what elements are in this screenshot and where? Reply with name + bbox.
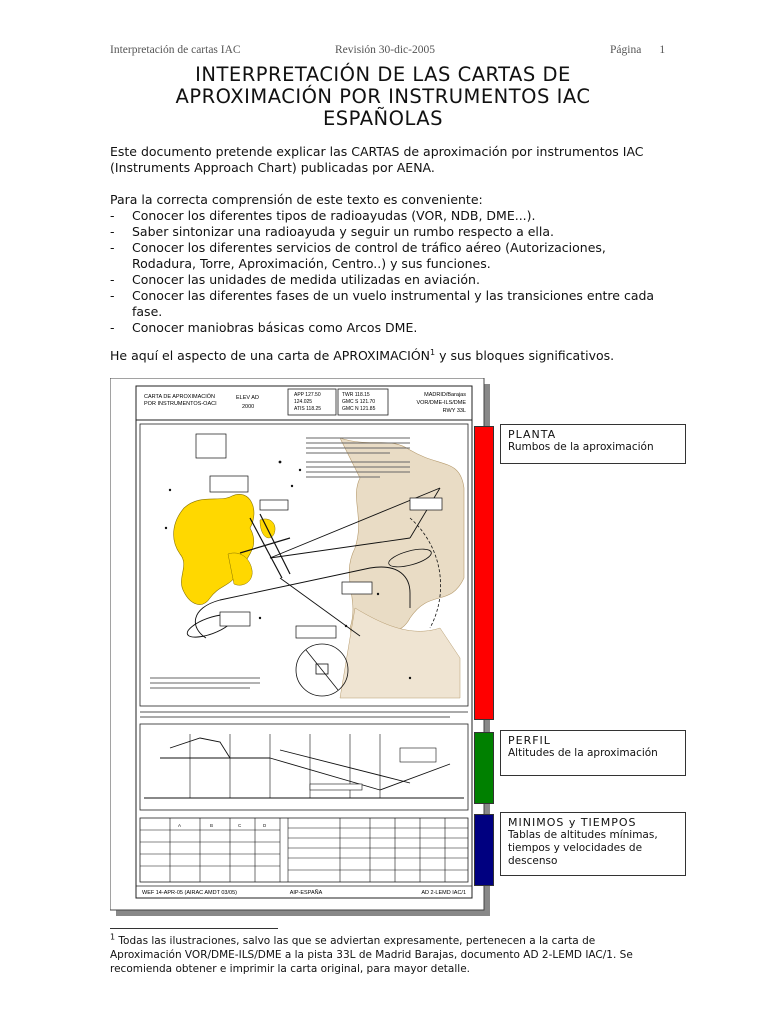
list-item: - Conocer las diferentes fases de un vuelo instrumental y las transiciones entre cada fase. [110,288,670,320]
chart-elev-label: ELEV AD [236,395,259,401]
chart-freq2-l3: GMC N 121.85 [342,406,376,412]
page-title-line-2: APROXIMACIÓN POR INSTRUMENTOS IAC [175,85,591,108]
approach-chart-figure [110,378,492,918]
chart-elev-value: 2000 [242,404,255,410]
chart-airport: MADRID/Barajas [424,392,466,398]
page-title [110,64,656,130]
chart-footer-effective-date: WEF 14-APR-05 (AIRAC AMDT 03/05) [142,890,237,896]
planta-callout-title: PLANTA [508,428,557,441]
chart-minima-tables [140,818,468,882]
chart-freq2-l1: TWR 118.15 [342,392,370,398]
minimos-indicator-bar [474,814,494,886]
chart-header-title-line1: CARTA DE APROXIMACIÓN [144,394,216,400]
chart-intro-text-end: y sus bloques significativos. [435,348,615,363]
chart-freq2-l2: GMC S 121.70 [342,399,376,405]
perfil-callout-title: PERFIL [508,734,551,747]
list-item: - Conocer maniobras básicas como Arcos DME. [110,320,670,336]
prerequisites-heading: Para la correcta comprensión de este texto es conveniente: [110,192,483,207]
list-item: - Conocer las unidades de medida utilizadas en aviación. [110,272,670,288]
intro-paragraph: Este documento pretende explicar las CARTAS de aproximación por instrumentos IAC (Instruments Approach Chart) publicadas por AENA. [110,144,644,175]
list-item: - Conocer los diferentes servicios de control de tráfico aéreo (Autorizaciones, Rodadura, Torre, Aproximación, Centro..) y sus funciones. [110,240,670,272]
planta-indicator-bar [474,426,494,720]
header-page-label: Página [610,44,642,56]
perfil-callout [500,730,686,776]
perfil-indicator-bar [474,732,494,804]
chart-intro-text: He aquí el aspecto de una carta de APROXIMACIÓN [110,348,431,363]
svg-text:D: D [263,823,267,828]
svg-text:B: B [210,823,214,828]
footnote [110,934,650,976]
chart-procedure: VOR/DME-ILS/DME [416,400,466,406]
chart-freq1-l1: APP 127.50 [294,392,321,398]
planta-callout-description: Rumbos de la aproximación [508,441,654,453]
chart-intro-sentence [110,348,670,364]
list-item: - Saber sintonizar una radioayuda y seguir un rumbo respecto a ella. [110,224,670,240]
page-title-line-3: ESPAÑOLAS [322,107,443,130]
chart-header-title-line2: POR INSTRUMENTOS-OACI [144,401,217,407]
perfil-callout-description: Altitudes de la aproximación [508,747,658,759]
header-document-title: Interpretación de cartas IAC [110,44,241,56]
page-title-line-1: INTERPRETACIÓN DE LAS CARTAS DE [195,63,571,86]
planta-callout [500,424,686,464]
svg-text:A: A [178,823,182,828]
svg-text:C: C [238,823,242,828]
footnote-separator [110,928,278,929]
chart-runway: RWY 33L [442,408,466,414]
chart-freq1-l2: 124.025 [294,399,313,405]
chart-footer-doc-id: AD 2-LEMD IAC/1 [421,890,466,896]
minimos-callout [500,812,686,876]
minimos-callout-description: Tablas de altitudes mínimas, tiempos y velocidades de descenso [508,829,658,867]
chart-plan-view [140,424,468,706]
chart-footer-publisher: AIP-ESPAÑA [289,890,323,896]
header-revision: Revisión 30-dic-2005 [335,44,435,56]
list-item: - Conocer los diferentes tipos de radioayudas (VOR, NDB, DME...). [110,208,670,224]
footnote-number: 1 [110,932,116,942]
header-page [610,44,665,56]
prerequisites-list [110,208,670,336]
chart-freq1-l3: ATIS 118.25 [294,406,322,412]
minimos-callout-title: MINIMOS y TIEMPOS [508,816,637,829]
footnote-ref[interactable]: 1 [430,347,436,357]
chart-profile-view [140,724,468,810]
page-number: 1 [659,44,666,56]
footnote-text: Todas las ilustraciones, salvo las que se adviertan expresamente, pertenecen a la carta de Aproximación VOR/DME-ILS/DME a la pista 33L de Madrid Barajas, documento AD 2-LEMD IAC/1. Se recomienda obtener e imprimir la carta original, para mayor detalle. [110,935,633,975]
